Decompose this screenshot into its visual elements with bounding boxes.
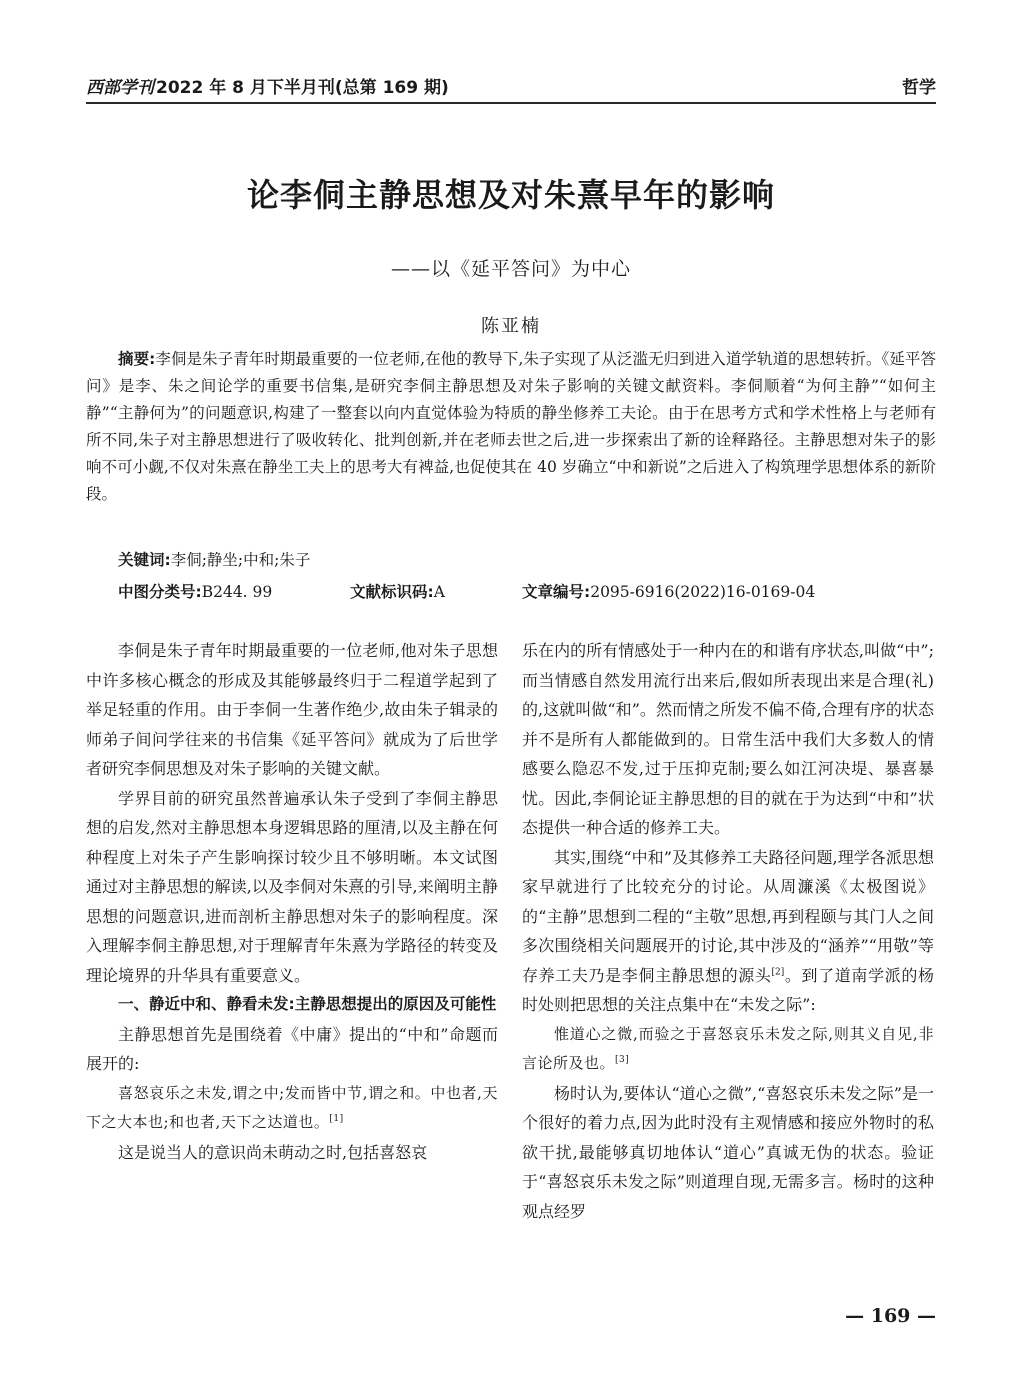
- doc-code: [350, 579, 445, 606]
- keywords: [118, 547, 936, 574]
- clc-value: B244. 99: [201, 583, 273, 601]
- page-number: — 169 —: [845, 1305, 936, 1327]
- article-author: 陈亚楠: [481, 316, 541, 337]
- paragraph: 主静思想首先是围绕着《中庸》提出的“中和”命题而展开的:: [86, 1024, 498, 1073]
- doc-value: A: [433, 583, 445, 601]
- quote-text: 惟道心之微,而验之于喜怒哀乐未发之际,则其义自见,非言论所及也。: [522, 1024, 934, 1072]
- header-journal-issue: [86, 73, 449, 98]
- keywords-label: 关键词:: [118, 551, 171, 569]
- quote-text: 喜怒哀乐之未发,谓之中;发而皆中节,谓之和。中也者,天下之大本也;和也者,天下之达道也。: [86, 1083, 498, 1131]
- paragraph: 乐在内的所有情感处于一种内在的和谐有序状态,叫做“中”;而当情感自然发用流行出来后,假如所表现出来是合理(礼)的,这就叫做“和”。然而情之所发不偏不倚,合理有序的状态并不是所有人都能做到的。日常生活中我们大多数人的情感要么隐忍不发,过于压抑克制;要么如江河决堤、暴喜暴忧。因此,李侗论证主静思想的目的就在于为达到“中和”状态提供一种合适的修养工夫。: [522, 641, 934, 837]
- paragraph-text: 其实,围绕“中和”及其修养工夫路径问题,理学各派思想家早就进行了比较充分的讨论。从周濂溪《太极图说》的“主静”思想到二程的“主敬”思想,再到程颐与其门人之间多次围绕相关问题展开的讨论,其中涉及的“涵养”“用敬”等存养工夫乃是李侗主静思想的源头: [522, 847, 934, 985]
- body-column-left: [86, 636, 498, 1167]
- article-title: 论李侗主静思想及对朱熹早年的影响: [246, 176, 775, 214]
- citation-ref[interactable]: [3]: [615, 1055, 630, 1065]
- article-subtitle: ——以《延平答问》为中心: [390, 258, 631, 280]
- doc-label: 文献标识码:: [350, 583, 434, 601]
- id-value: 2095-6916(2022)16-0169-04: [590, 583, 816, 601]
- citation-ref[interactable]: [2]: [771, 967, 785, 978]
- journal-logo: 西部学刊: [86, 78, 154, 98]
- paragraph: 杨时认为,要体认“道心之微”,“喜怒哀乐未发之际”是一个很好的着力点,因为此时没有主观情感和接应外物时的私欲干扰,最能够真切地体认“道心”真诚无伪的状态。验证于“喜怒哀乐未发之际”则道理自现,无需多言。杨时的这种观点经罗: [522, 1083, 934, 1221]
- section-heading: 一、静近中和、静看未发:主静思想提出的原因及可能性: [118, 995, 497, 1013]
- paragraph-text: 。到了道南学派的杨时处则把思想的关注点集中在“未发之际”:: [522, 965, 934, 1014]
- body-column-right: [522, 636, 934, 1226]
- issue-info: 2022 年 8 月下半月刊(总第 169 期): [156, 78, 449, 98]
- paragraph: 李侗是朱子青年时期最重要的一位老师,他对朱子思想中许多核心概念的形成及其能够最终归于二程道学起到了举足轻重的作用。由于李侗一生著作绝少,故由朱子辑录的师弟子间问学往来的书信集《延平答问》就成为了后世学者研究李侗思想及对朱子影响的关键文献。: [86, 641, 498, 778]
- citation-ref[interactable]: [1]: [329, 1114, 344, 1124]
- id-label: 文章编号:: [522, 583, 591, 601]
- clc-label: 中图分类号:: [118, 583, 202, 601]
- abstract-label: 摘要:: [118, 350, 156, 368]
- block-quote: [86, 1079, 498, 1138]
- paragraph: 学界目前的研究虽然普遍承认朱子受到了李侗主静思想的启发,然对主静思想本身逻辑思路的厘清,以及主静在何种程度上对朱子产生影响探讨较少且不够明晰。本文试图通过对主静思想的解读,以及李侗对朱熹的引导,来阐明主静思想的问题意识,进而剖析主静思想对朱子的影响程度。深入理解李侗主静思想,对于理解青年朱熹为学路径的转变及理论境界的升华具有重要意义。: [86, 788, 498, 985]
- article-id: [522, 579, 815, 606]
- paragraph: 这是说当人的意识尚未萌动之时,包括喜怒哀: [118, 1142, 428, 1162]
- clc-code: [118, 579, 272, 606]
- abstract-text: 李侗是朱子青年时期最重要的一位老师,在他的教导下,朱子实现了从泛滥无归到进入道学轨道的思想转折。《延平答问》是李、朱之间论学的重要书信集,是研究李侗主静思想及对朱子影响的关键文献资料。李侗顺着“为何主静”“如何主静”“主静何为”的问题意识,构建了一整套以向内直觉体验为特质的静坐修养工夫论。由于在思考方式和学术性格上与老师有所不同,朱子对主静思想进行了吸收转化、批判创新,并在老师去世之后,进一步探索出了新的诠释路径。主静思想对朱子的影响不可小觑,不仅对朱熹在静坐工夫上的思考大有裨益,也促使其在 40 岁确立“中和新说”之后进入了构筑理学思想体系的新阶段。: [86, 350, 937, 503]
- keywords-text: 李侗;静坐;中和;朱子: [170, 551, 311, 569]
- running-header: [86, 68, 936, 104]
- abstract: [86, 346, 936, 508]
- block-quote: [522, 1020, 934, 1079]
- section-name: 哲学: [902, 78, 936, 98]
- paragraph: [522, 843, 934, 1020]
